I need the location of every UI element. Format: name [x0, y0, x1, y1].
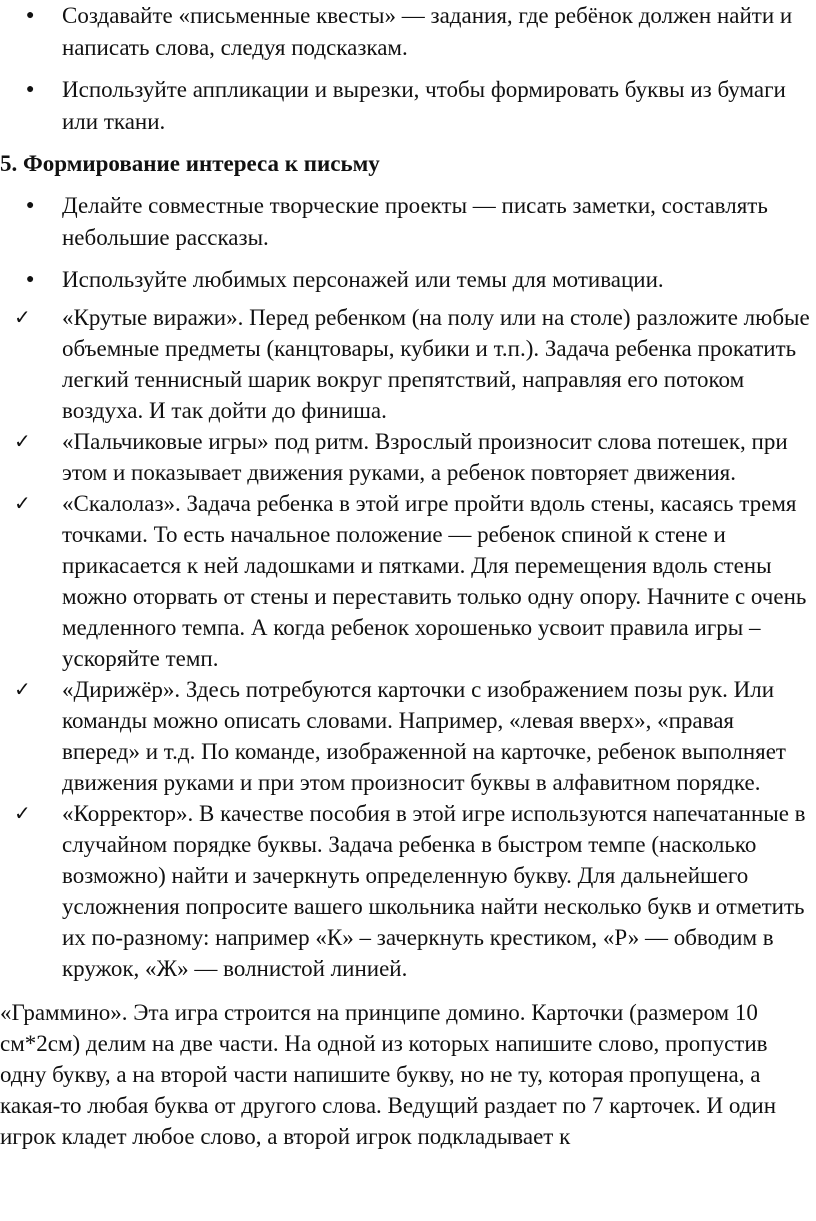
list-item-text: Используйте аппликации и вырезки, чтобы формировать буквы из бумаги или ткани. [62, 77, 786, 134]
list-item-text: Делайте совместные творческие проекты — писать заметки, составлять небольшие рассказы. [62, 193, 768, 250]
game-item [0, 302, 816, 426]
game-text: «Корректор». В качестве пособия в этой игре используются напечатанные в случайном порядке буквы. Задача ребенка в быстром темпе (насколько возможно) найти и зачеркнуть определенную букву. Для дальнейшего усложнения попросите вашего школьника найти несколько букв и отметить их по-разному: например «К» – зачеркнуть крестиком, «Р» — обводим в кружок, «Ж» — волнистой линией. [62, 801, 806, 981]
bullet-icon: ● [26, 8, 35, 23]
bullet-icon: ● [26, 82, 35, 97]
list-item [0, 74, 816, 138]
list-item [0, 0, 816, 64]
game-item [0, 798, 816, 984]
checkmark-icon: ✓ [14, 429, 31, 453]
bullet-icon: ● [26, 198, 35, 213]
bullet-list-section [0, 190, 816, 296]
game-text: «Крутые виражи». Перед ребенком (на полу или на столе) разложите любые объемные предметы (канцтовары, кубики и т.п.). Задача ребенка прокатить легкий теннисный шарик вокруг препятствий, направляя его потоком воздуха. И так дойти до финиша. [62, 305, 810, 423]
game-item [0, 674, 816, 798]
checkmark-icon: ✓ [14, 677, 31, 701]
final-paragraph: «Граммино». Эта игра строится на принципе домино. Карточки (размером 10 см*2см) делим на две части. На одной из которых напишите слово, пропустив одну букву, а на второй части напишите букву, но не ту, которая пропущена, а какая-то любая буква от другого слова. Ведущий раздает по 7 карточек. И один игрок кладет любое слово, а второй игрок подкладывает к [0, 1000, 777, 1149]
checkmark-icon: ✓ [14, 305, 31, 329]
game-text: «Скалолаз». Задача ребенка в этой игре пройти вдоль стены, касаясь тремя точками. То есть начальное положение — ребенок спиной к стене и прикасается к ней ладошками и пятками. Для перемещения вдоль стены можно оторвать от стены и переставить только одну опору. Начните с очень медленного темпа. А когда ребенок хорошенько усвоит правила игры – ускоряйте темп. [62, 491, 807, 671]
list-item [0, 190, 816, 254]
bullet-list-top [0, 0, 816, 138]
checkmark-icon: ✓ [14, 801, 31, 825]
game-text: «Пальчиковые игры» под ритм. Взрослый произносит слова потешек, при этом и показывает движения руками, а ребенок повторяет движения. [62, 429, 788, 485]
list-item [0, 264, 816, 296]
list-item-text: Создавайте «письменные квесты» — задания, где ребёнок должен найти и написать слова, следуя подсказкам. [62, 3, 793, 60]
game-item [0, 426, 816, 488]
bullet-icon: ● [26, 272, 35, 287]
checkmark-icon: ✓ [14, 491, 31, 515]
game-list [0, 302, 816, 984]
section-heading: 5. Формирование интереса к письму [0, 151, 380, 176]
list-item-text: Используйте любимых персонажей или темы для мотивации. [62, 267, 664, 292]
game-item [0, 488, 816, 674]
game-text: «Дирижёр». Здесь потребуются карточки с изображением позы рук. Или команды можно описать словами. Например, «левая вверх», «правая вперед» и т.д. По команде, изображенной на карточке, ребенок выполняет движения руками и при этом произносит буквы в алфавитном порядке. [62, 677, 786, 795]
